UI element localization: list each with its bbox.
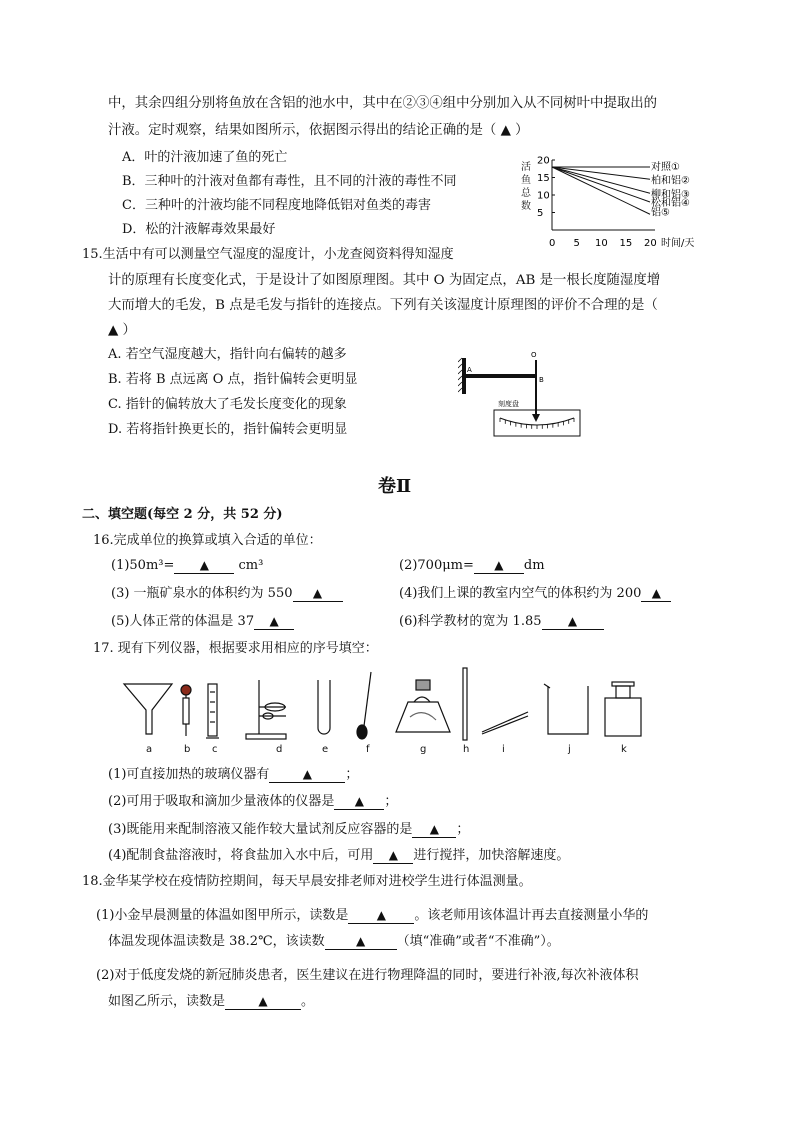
answer-blank[interactable]: ▲ — [474, 558, 524, 574]
instrument-label: h — [463, 744, 470, 755]
instrument-label: a — [146, 744, 153, 755]
tweezers-icon — [482, 712, 528, 734]
series-line — [552, 167, 650, 193]
y-axis-label-2: 鱼 — [521, 175, 531, 186]
instrument-label: e — [322, 744, 329, 755]
chart-series — [552, 167, 650, 214]
answer-blank[interactable]: ▲ — [373, 848, 413, 864]
x-tick-label: 20 — [644, 238, 657, 249]
q14-line1: 中，其余四组分别将鱼放在含铝的池水中，其中在②③④组中分别加入从不同树叶中提取出的 — [108, 96, 658, 111]
q14-option-b: B．三种叶的汁液对鱼都有毒性，且不同的汁液的毒性不同 — [122, 174, 457, 189]
legend-label: 铝⑤ — [651, 207, 670, 219]
q17-item-3: (3)既能用来配制溶液又能作较大量试剂反应容器的是 ▲ ； — [108, 822, 470, 837]
q18-part2-line2: 如图乙所示，读数是 ▲ 。 — [108, 994, 315, 1009]
q15-line4: ▲ ） — [108, 323, 136, 338]
q15-line3: 大而增大的毛发，B 点是毛发与指针的连接点。下列有关该湿度计原理图的评价不合理的是（ — [108, 298, 658, 313]
section-heading: 二、填空题(每空 2 分，共 52 分) — [82, 507, 283, 522]
section-title: 卷Ⅱ — [378, 476, 412, 497]
q17-stem: 17. 现有下列仪器，根据要求用相应的序号填空： — [93, 641, 378, 656]
instrument-label: b — [184, 744, 191, 755]
q14-line2: 汁液。定时观察，结果如图所示，依据图示得出的结论正确的是（ ▲ ） — [108, 123, 529, 138]
q15-option-c: C. 指针的偏转放大了毛发长度变化的现象 — [108, 397, 347, 412]
q17-item-2: (2)可用于吸取和滴加少量液体的仪器是 ▲ ； — [108, 794, 398, 809]
q18-part1-line1: (1)小金早晨测量的体温如图甲所示，读数是 ▲ 。该老师用该体温计再去直接测量小华的 — [96, 908, 649, 923]
label-dial: 刻度盘 — [498, 400, 519, 408]
instrument-label: f — [366, 744, 370, 755]
y-tick-label: 10 — [537, 190, 550, 202]
y-axis-label-4: 数 — [521, 201, 531, 212]
measuring-cylinder-icon — [206, 684, 219, 738]
legend-label: 松和铝④ — [651, 198, 690, 209]
x-axis-label: 时间/天 — [661, 238, 695, 249]
legend-label: 柳和铝③ — [651, 189, 690, 201]
answer-blank[interactable]: ▲ — [254, 614, 294, 630]
label-b: B — [539, 376, 544, 384]
alcohol-lamp-icon — [396, 680, 450, 732]
combustion-spoon-icon — [357, 672, 371, 739]
label-o: O — [531, 351, 537, 359]
instrument-label: i — [502, 744, 505, 755]
series-line — [552, 167, 650, 202]
q15-option-d: D. 若将指针换更长的，指针偏转会更明显 — [108, 422, 348, 437]
answer-blank[interactable]: ▲ — [348, 908, 414, 924]
pointer-tip — [532, 414, 540, 422]
x-ticks — [549, 238, 657, 249]
x-tick-label: 10 — [595, 238, 608, 249]
answer-blank[interactable]: ▲ — [269, 767, 345, 783]
q15-line1: 15.生活中有可以测量空气湿度的湿度计，小龙查阅资料得知湿度 — [82, 247, 454, 262]
answer-blank[interactable]: ▲ — [641, 586, 671, 602]
instrument-label: g — [420, 744, 427, 755]
fish-survival-chart — [515, 150, 705, 252]
answer-blank[interactable]: ▲ — [412, 822, 456, 838]
y-tick-label: 20 — [537, 155, 550, 167]
answer-blank[interactable]: ▲ — [542, 614, 604, 630]
q16-stem: 16.完成单位的换算或填入合适的单位： — [93, 533, 322, 548]
series-line — [552, 167, 650, 179]
wall — [462, 358, 466, 394]
test-tube-icon — [318, 680, 330, 734]
y-tick-label: 5 — [537, 208, 544, 219]
iron-stand-icon — [246, 680, 286, 739]
x-tick-label: 5 — [573, 238, 580, 249]
legend-label: 对照① — [651, 162, 680, 173]
x-tick-label: 15 — [619, 238, 633, 249]
funnel-icon — [124, 684, 172, 734]
lab-instruments — [118, 662, 658, 756]
reagent-bottle-icon — [605, 682, 641, 736]
glass-rod-icon — [463, 668, 467, 740]
series-line — [552, 167, 650, 214]
x-tick-label: 0 — [549, 238, 556, 249]
instrument-label: k — [621, 744, 627, 755]
y-axis-label-1: 活 — [521, 162, 531, 173]
q18-part2-line1: (2)对于低度发烧的新冠肺炎患者，医生建议在进行物理降温的同时，要进行补液,每次补液体积 — [96, 968, 639, 983]
answer-blank[interactable]: ▲ — [174, 558, 234, 574]
q16-item-2: (2)700μm= ▲ dm — [399, 558, 545, 573]
chart-legend — [651, 160, 690, 218]
q15-option-a: A. 若空气湿度越大，指针向右偏转的越多 — [108, 347, 347, 362]
q15-option-b: B. 若将 B 点远离 O 点，指针偏转会更明显 — [108, 372, 358, 387]
y-axis-label-3: 总 — [521, 188, 531, 199]
q16-item-6: (6)科学教材的宽为 1.85 ▲ — [399, 613, 604, 631]
label-a: A — [467, 366, 472, 374]
q14-option-d: D．松的汁液解毒效果最好 — [122, 222, 276, 237]
hygrometer-diagram — [458, 348, 590, 440]
q18-stem: 18.金华某学校在疫情防控期间，每天早晨安排老师对进校学生进行体温测量。 — [82, 874, 532, 889]
q14-option-a: A．叶的汁液加速了鱼的死亡 — [122, 150, 288, 165]
answer-blank[interactable]: ▲ — [293, 586, 343, 602]
instrument-label: d — [276, 744, 283, 755]
q16-item-1: (1)50m³= ▲ cm³ — [111, 558, 264, 573]
q15-line2: 计的原理有长度变化式，于是设计了如图原理图。其中 O 为固定点，AB 是一根长度随湿度增 — [108, 273, 661, 288]
instrument-labels — [146, 744, 627, 755]
q18-part1-line2: 体温发现体温读数是 38.2℃，该读数 ▲ （填“准确”或者“不准确”）。 — [108, 934, 560, 949]
wall-hatching — [458, 358, 462, 392]
answer-blank[interactable]: ▲ — [334, 794, 384, 810]
hair-ab — [466, 374, 536, 378]
answer-blank[interactable]: ▲ — [325, 934, 397, 950]
q14-option-c: C．三种叶的汁液均能不同程度地降低铝对鱼类的毒害 — [122, 198, 431, 213]
q17-item-4: (4)配制食盐溶液时，将食盐加入水中后，可用 ▲ 进行搅拌，加快溶解速度。 — [108, 848, 570, 863]
q16-item-3: (3) 一瓶矿泉水的体积约为 550 ▲ — [111, 585, 343, 603]
y-tick-label: 15 — [537, 173, 550, 184]
answer-blank[interactable]: ▲ — [225, 994, 301, 1010]
q16-item-5: (5)人体正常的体温是 37 ▲ — [111, 613, 294, 631]
instrument-label: c — [212, 744, 218, 755]
dropper-icon — [181, 685, 191, 736]
instrument-label: j — [568, 744, 571, 755]
legend-label: 柏和铝② — [651, 175, 690, 187]
beaker-icon — [544, 684, 588, 734]
q17-item-1: (1)可直接加热的玻璃仪器有 ▲ ； — [108, 767, 359, 782]
q16-item-4: (4)我们上课的教室内空气的体积约为 200 ▲ — [399, 585, 671, 603]
